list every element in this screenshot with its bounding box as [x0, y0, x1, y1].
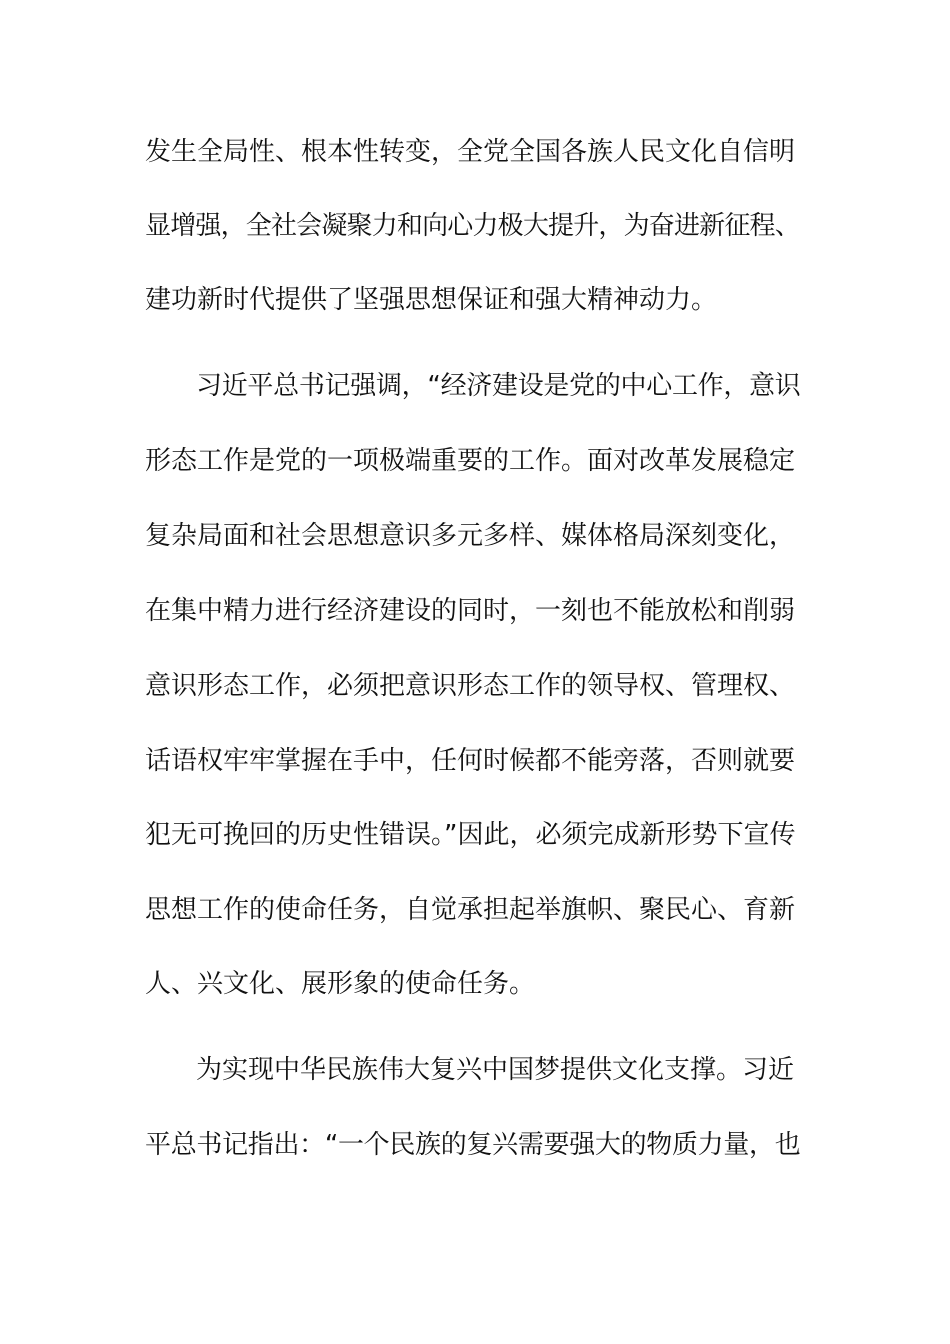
text-line: 人、兴文化、展形象的使命任务。	[145, 969, 536, 999]
text-line: 为实现中华民族伟大复兴中国梦提供文化支撑。习近	[196, 1055, 795, 1085]
text-line: 形态工作是党的一项极端重要的工作。面对改革发展稳定	[145, 446, 796, 476]
text-line: 犯无可挽回的历史性错误。”因此，必须完成新形势下宣传	[145, 820, 796, 850]
text-line: 话语权牢牢掌握在手中，任何时候都不能旁落，否则就要	[145, 746, 796, 776]
text-line: 发生全局性、根本性转变，全党全国各族人民文化自信明	[145, 137, 796, 167]
text-line: 平总书记指出：“一个民族的复兴需要强大的物质力量，也	[145, 1130, 801, 1160]
text-line: 思想工作的使命任务，自觉承担起举旗帜、聚民心、育新	[145, 895, 796, 925]
text-line: 在集中精力进行经济建设的同时，一刻也不能放松和削弱	[145, 596, 796, 626]
text-line: 建功新时代提供了坚强思想保证和强大精神动力。	[145, 285, 718, 315]
text-line: 意识形态工作，必须把意识形态工作的领导权、管理权、	[145, 671, 796, 701]
text-line: 复杂局面和社会思想意识多元多样、媒体格局深刻变化，	[145, 521, 796, 551]
text-line: 习近平总书记强调，“经济建设是党的中心工作，意识	[196, 371, 801, 401]
text-line: 显增强，全社会凝聚力和向心力极大提升，为奋进新征程、	[145, 211, 800, 241]
